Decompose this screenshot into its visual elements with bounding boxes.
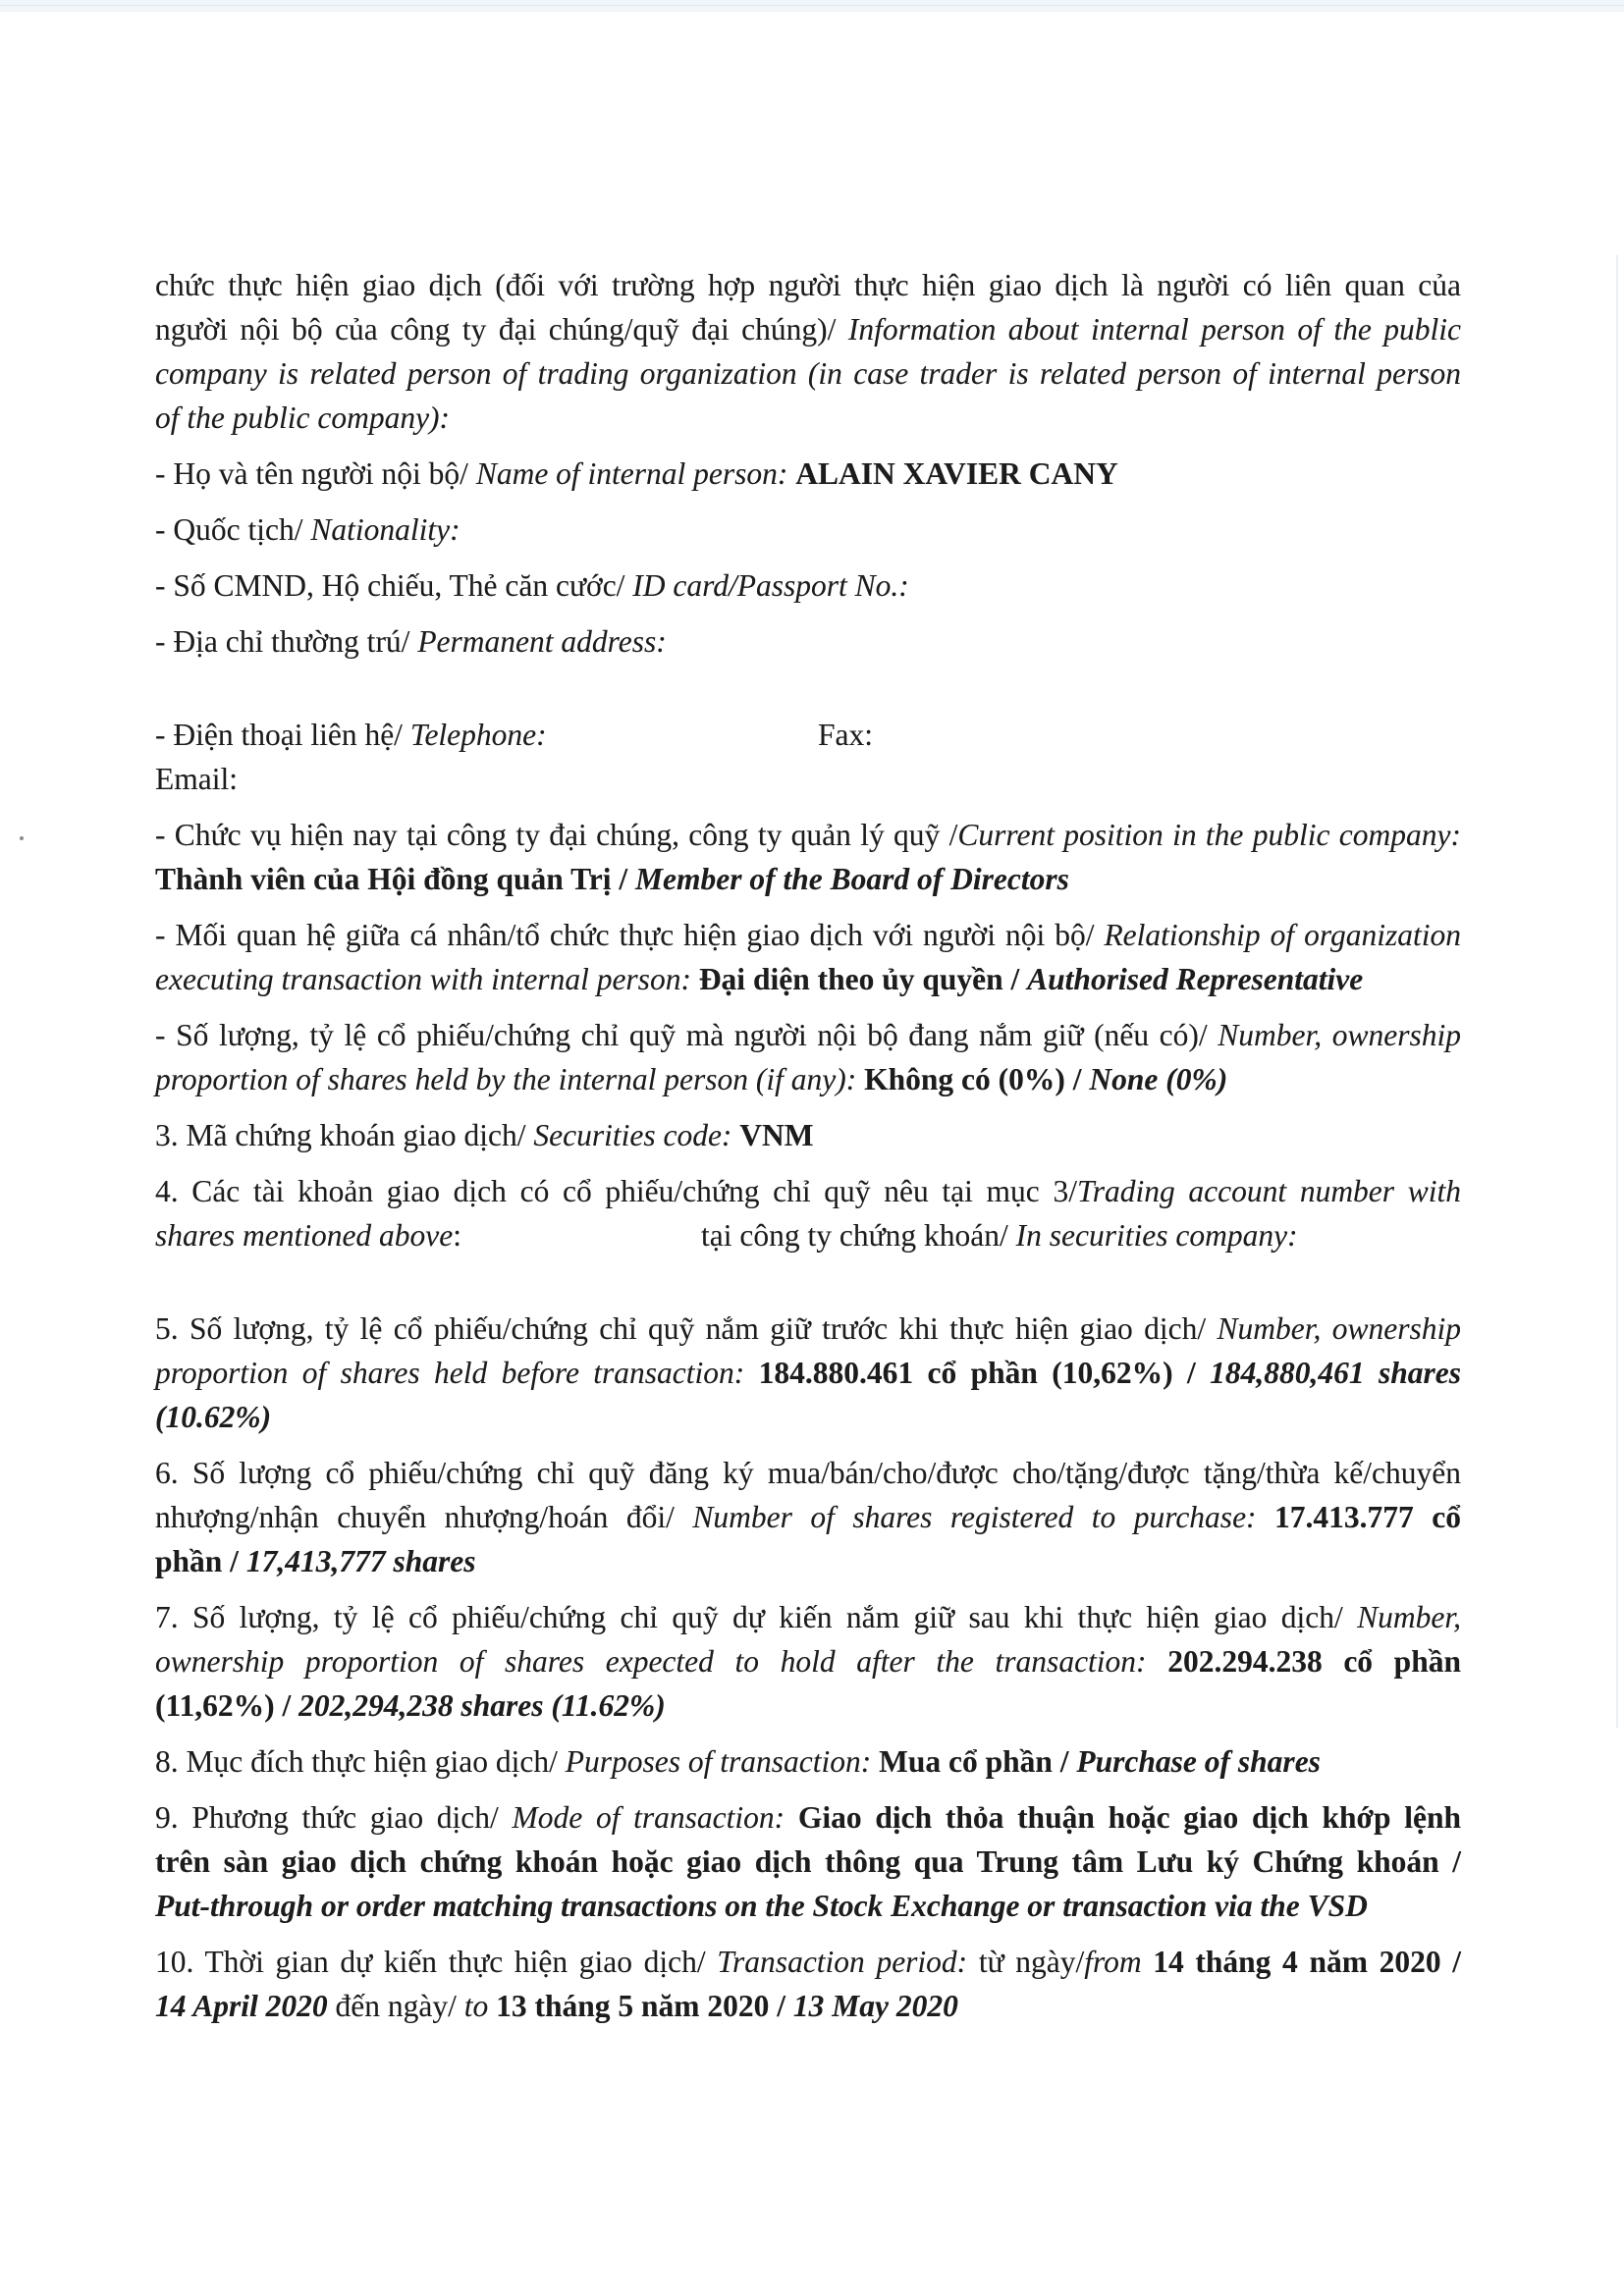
text-run: ID card/Passport No.:: [632, 568, 909, 603]
text-run: 4. Các tài khoản giao dịch có cổ phiếu/chứng chỉ quỹ nêu tại mục 3/: [155, 1174, 1077, 1208]
text-run: Telephone:: [409, 718, 547, 752]
holding-value-en: None (0%): [1089, 1062, 1228, 1096]
purpose-value: Mua cổ phần /: [879, 1744, 1077, 1779]
text-run: nhượng/nhận chuyển nhượng/hoán đổi/: [155, 1500, 693, 1534]
text-run: to: [463, 1989, 497, 2023]
mode-of-transaction-line-1: [155, 1795, 1461, 1840]
current-position-line-2: [155, 857, 1461, 901]
shares-registered-value-en: 17,413,777 shares: [245, 1544, 476, 1578]
transaction-period-line-1: [155, 1940, 1461, 1984]
text-run: - Số CMND, Hộ chiếu, Thẻ căn cước/: [155, 568, 633, 603]
transaction-period-line-2: [155, 1984, 1461, 2028]
text-run: - Điện thoại liên hệ/: [155, 718, 410, 752]
text-run: Securities code:: [533, 1118, 740, 1152]
shares-registered-value: 17.413.777 cổ: [1274, 1500, 1461, 1534]
nationality-line: [155, 507, 1461, 552]
shares-before-transaction-line-2: [155, 1351, 1461, 1395]
scan-artifact-top-line: [0, 5, 1624, 6]
text-run: 7. Số lượng, tỷ lệ cổ phiếu/chứng chỉ quỹ dự kiến nắm giữ sau khi thực hiện giao dịch/: [155, 1600, 1358, 1634]
securities-company-label: [701, 1213, 1298, 1257]
internal-person-name-value: ALAIN XAVIER CANY: [795, 456, 1118, 491]
email-line: [155, 757, 1461, 801]
shares-before-value-en: 184,880,461 shares: [1210, 1356, 1461, 1390]
text-run: Number, ownership: [1217, 1311, 1461, 1346]
internal-person-holding-line-2: [155, 1057, 1461, 1101]
mode-value-en: Put-through or order matching transactions on the Stock Exchange or transaction via the VSD: [155, 1889, 1368, 1923]
text-run: Relationship of organization: [1104, 918, 1462, 952]
text-run: tại công ty chứng khoán/: [701, 1218, 1016, 1253]
text-run: Transaction period:: [717, 1945, 979, 1979]
shares-after-transaction-line-3: [155, 1683, 1461, 1728]
text-run: executing transaction with internal person:: [155, 962, 699, 996]
intro-paragraph-line-3: [155, 351, 1461, 396]
intro-paragraph-line-1: [155, 263, 1461, 307]
period-end-date-en: 13 May 2020: [792, 1989, 958, 2023]
relationship-line-2: [155, 957, 1461, 1001]
period-start-date-en: 14 April 2020: [155, 1989, 336, 2023]
text-run: - Chức vụ hiện nay tại công ty đại chúng, công ty quản lý quỹ /: [155, 818, 958, 852]
shares-before-transaction-line-1: [155, 1307, 1461, 1351]
scan-artifact-speck: [20, 836, 24, 840]
text-run: Permanent address:: [417, 624, 667, 659]
text-run: Number, ownership: [1218, 1018, 1461, 1052]
text-run: Mode of transaction:: [512, 1800, 798, 1835]
text-run: - Quốc tịch/: [155, 512, 311, 547]
text-run: 8. Mục đích thực hiện giao dịch/: [155, 1744, 566, 1779]
text-run: company is related person of trading organization (in case trader is related person of internal person: [155, 356, 1461, 391]
holding-value: Không có (0%) /: [864, 1062, 1090, 1096]
shares-after-percent: (11,62%) /: [155, 1688, 299, 1723]
text-run: of the public company):: [155, 400, 451, 435]
text-run: 3. Mã chứng khoán giao dịch/: [155, 1118, 534, 1152]
text-run: In securities company:: [1015, 1218, 1298, 1253]
shares-registered-line-2: [155, 1495, 1461, 1539]
text-run: Name of internal person:: [475, 456, 796, 491]
mode-value-cont: trên sàn giao dịch chứng khoán hoặc giao dịch thông qua Trung tâm Lưu ký Chứng khoán /: [155, 1844, 1461, 1879]
intro-paragraph-line-2: [155, 307, 1461, 351]
securities-code-value: VNM: [739, 1118, 814, 1152]
text-run: ownership proportion of shares expected to hold after the transaction:: [155, 1644, 1168, 1679]
text-run: chức thực hiện giao dịch (đối với trường hợp người thực hiện giao dịch là người có liên quan của: [155, 268, 1461, 302]
text-run: from: [1084, 1945, 1154, 1979]
text-run: Information about internal person of the public: [847, 312, 1461, 347]
relationship-value-en: Authorised Representative: [1027, 962, 1364, 996]
text-run: :: [453, 1218, 462, 1253]
intro-paragraph-line-4: [155, 396, 1461, 440]
mode-of-transaction-line-3: [155, 1884, 1461, 1928]
shares-before-value: 184.880.461 cổ phần (10,62%) /: [758, 1356, 1211, 1390]
permanent-address-line: [155, 619, 1461, 664]
shares-before-transaction-line-3: [155, 1395, 1461, 1439]
text-run: Current position in the public company:: [957, 818, 1461, 852]
shares-after-value: 202.294.238 cổ phần: [1167, 1644, 1461, 1679]
current-position-value: Thành viên của Hội đồng quản Trị /: [155, 862, 636, 896]
text-run: shares mentioned above: [155, 1218, 454, 1253]
text-run: người nội bộ của công ty đại chúng/quỹ đại chúng)/: [155, 312, 848, 347]
text-run: - Địa chỉ thường trú/: [155, 624, 418, 659]
relationship-line-1: [155, 913, 1461, 957]
scan-artifact-top-band: [0, 0, 1624, 12]
mode-value: Giao dịch thỏa thuận hoặc giao dịch khớp lệnh: [797, 1800, 1461, 1835]
mode-of-transaction-line-2: [155, 1840, 1461, 1884]
shares-registered-value-cont: phần /: [155, 1544, 246, 1578]
text-run: - Mối quan hệ giữa cá nhân/tổ chức thực hiện giao dịch với người nội bộ/: [155, 918, 1105, 952]
trading-account-line-1: [155, 1169, 1461, 1213]
text-run: Email:: [155, 762, 238, 796]
id-card-line: [155, 563, 1461, 608]
text-run: 6. Số lượng cổ phiếu/chứng chỉ quỹ đăng ký mua/bán/cho/được cho/tặng/được tặng/thừa kế/chuyển: [155, 1456, 1461, 1490]
text-run: proportion of shares held by the internal person (if any):: [155, 1062, 865, 1096]
internal-person-holding-line-1: [155, 1013, 1461, 1057]
text-run: Number,: [1357, 1600, 1461, 1634]
text-run: proportion of shares held before transaction:: [155, 1356, 759, 1390]
telephone-fax-line: [155, 713, 1461, 757]
document-body: [155, 263, 1461, 2028]
trading-account-line-2: [155, 1213, 1461, 1257]
text-run: Trading account number with: [1076, 1174, 1461, 1208]
shares-after-transaction-line-2: [155, 1639, 1461, 1683]
current-position-value-en: Member of the Board of Directors: [635, 862, 1069, 896]
fax-label: Fax:: [818, 718, 874, 752]
text-run: - Họ và tên người nội bộ/: [155, 456, 476, 491]
period-start-date: 14 tháng 4 năm 2020 /: [1153, 1945, 1461, 1979]
period-end-date: 13 tháng 5 năm 2020 /: [496, 1989, 793, 2023]
text-run: Nationality:: [310, 512, 460, 547]
text-run: Number of shares registered to purchase:: [692, 1500, 1275, 1534]
text-run: 9. Phương thức giao dịch/: [155, 1800, 513, 1835]
shares-after-transaction-line-1: [155, 1595, 1461, 1639]
internal-person-name-line: [155, 452, 1461, 496]
purpose-value-en: Purchase of shares: [1076, 1744, 1321, 1779]
shares-registered-line-3: [155, 1539, 1461, 1583]
text-run: Purposes of transaction:: [565, 1744, 880, 1779]
text-run: 10. Thời gian dự kiến thực hiện giao dịch/: [155, 1945, 718, 1979]
text-run: - Số lượng, tỷ lệ cổ phiếu/chứng chỉ quỹ mà người nội bộ đang nắm giữ (nếu có)/: [155, 1018, 1218, 1052]
current-position-line-1: [155, 813, 1461, 857]
text-run: 5. Số lượng, tỷ lệ cổ phiếu/chứng chỉ quỹ nắm giữ trước khi thực hiện giao dịch/: [155, 1311, 1218, 1346]
relationship-value: Đại diện theo ủy quyền /: [698, 962, 1028, 996]
securities-code-line: [155, 1113, 1461, 1157]
shares-registered-line-1: [155, 1451, 1461, 1495]
shares-before-percent-en: (10.62%): [155, 1400, 272, 1434]
shares-after-value-en: 202,294,238 shares (11.62%): [298, 1688, 666, 1723]
purpose-line: [155, 1739, 1461, 1784]
text-run: từ ngày/: [978, 1945, 1085, 1979]
text-run: đến ngày/: [335, 1989, 464, 2023]
scan-artifact-right-edge-line: [1616, 255, 1618, 1728]
